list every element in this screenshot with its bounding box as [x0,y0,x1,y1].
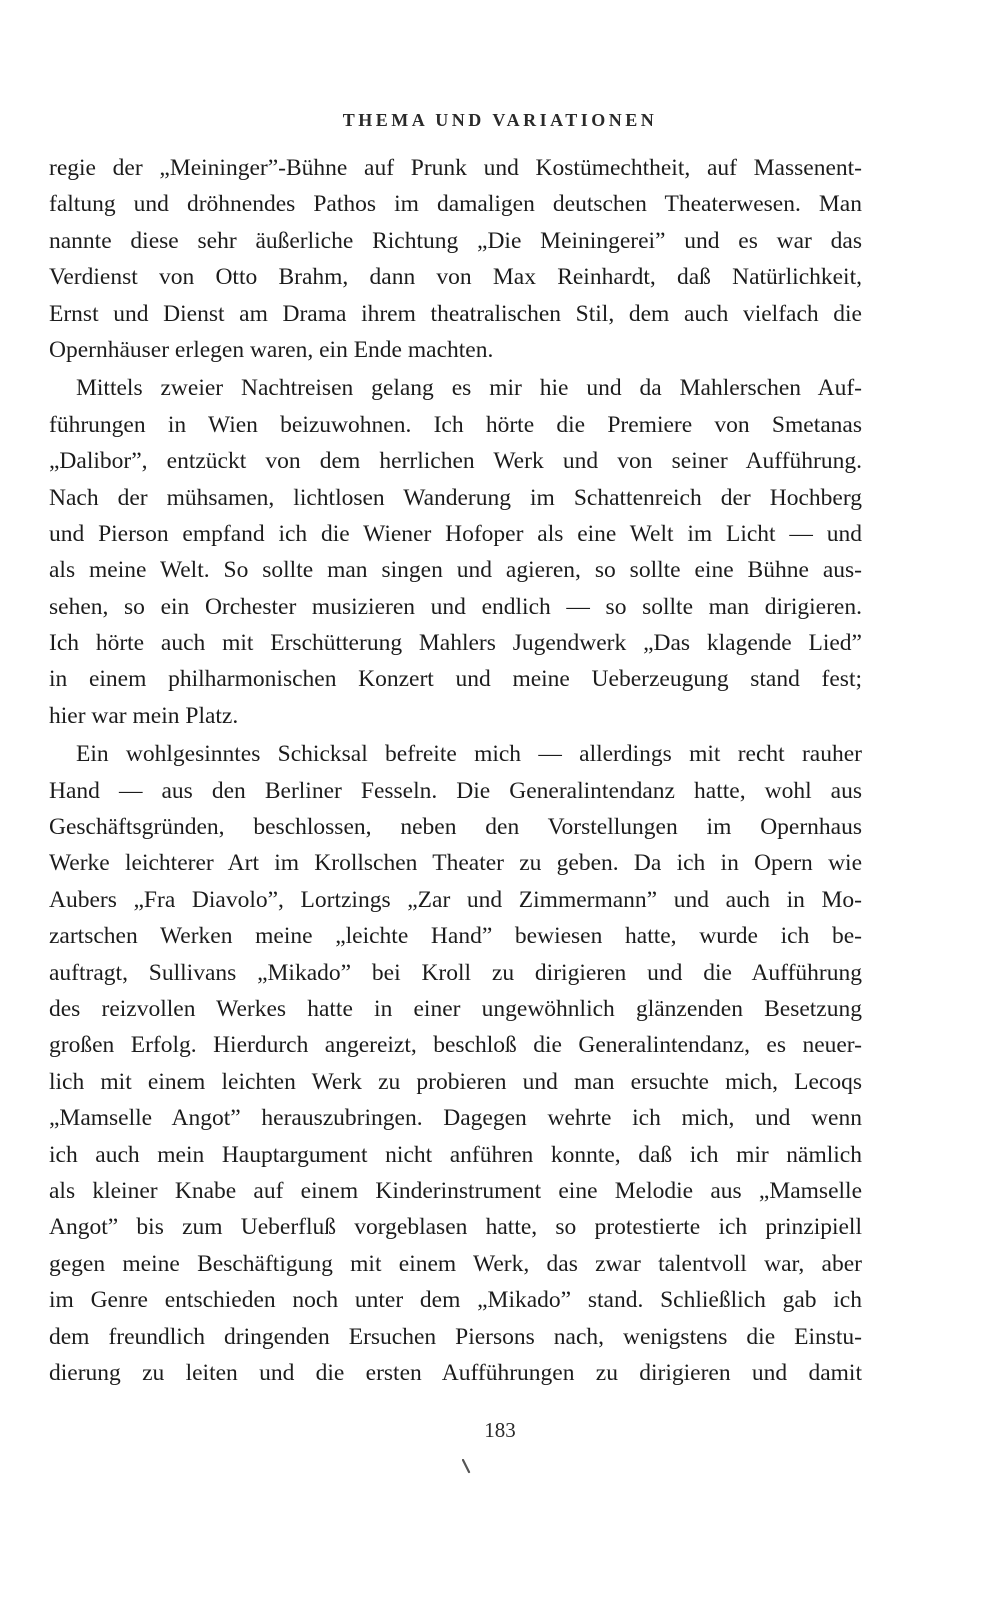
text-line: dierung zu leiten und die ersten Aufführungen zu dirigieren und damit [49,1359,862,1386]
text-line: als kleiner Knabe auf einem Kinderinstrument eine Melodie aus „Mamselle [49,1177,862,1204]
text-line: führungen in Wien beizuwohnen. Ich hörte die Premiere von Smetanas [49,411,862,438]
text-line: Nach der mühsamen, lichtlosen Wanderung im Schattenreich der Hochberg [49,484,862,511]
text-line: Hand — aus den Berliner Fesseln. Die Generalintendanz hatte, wohl aus [49,777,862,804]
text-line: Verdienst von Otto Brahm, dann von Max Reinhardt, daß Natürlichkeit, [49,264,862,291]
ink-mark [462,1459,472,1475]
text-line: und Pierson empfand ich die Wiener Hofoper als eine Welt im Licht — und [49,520,862,547]
text-line: faltung und dröhnendes Pathos im damaligen deutschen Theaterwesen. Man [49,191,862,218]
paragraph-2 [49,370,862,734]
text-line: lich mit einem leichten Werk zu probieren und man ersuchte mich, Lecoqs [49,1068,862,1095]
paragraph-1 [49,150,862,368]
text-line: regie der „Meininger”-Bühne auf Prunk und Kostümechtheit, auf Massenent- [49,155,862,181]
text-line: Ernst und Dienst am Drama ihrem theatralischen Stil, dem auch vielfach die [49,300,862,327]
text-line: großen Erfolg. Hierdurch angereizt, beschloß die Generalintendanz, es neuer- [49,1032,862,1059]
text-line: des reizvollen Werkes hatte in einer ungewöhnlich glänzenden Besetzung [49,995,862,1022]
text-line: Ein wohlgesinntes Schicksal befreite mich — allerdings mit recht rauher [76,741,862,768]
text-line: zartschen Werken meine „leichte Hand” bewiesen hatte, wurde ich be- [49,923,862,950]
text-line: als meine Welt. So sollte man singen und agieren, so sollte eine Bühne aus- [49,557,862,584]
text-line: Mittels zweier Nachtreisen gelang es mir hie und da Mahlerschen Auf- [76,375,862,402]
body-text [49,150,862,1393]
text-line: Aubers „Fra Diavolo”, Lortzings „Zar und Zimmermann” und auch in Mo- [49,886,862,913]
text-line: sehen, so ein Orchester musizieren und endlich — so sollte man dirigieren. [49,593,862,620]
text-line: „Mamselle Angot” herauszubringen. Dagegen wehrte ich mich, und wenn [49,1105,862,1132]
text-line: ich auch mein Hauptargument nicht anführen konnte, daß ich mir nämlich [49,1141,862,1168]
text-line: gegen meine Beschäftigung mit einem Werk, das zwar talentvoll war, aber [49,1250,862,1277]
running-head: THEMA UND VARIATIONEN [342,110,658,130]
text-line: „Dalibor”, entzückt von dem herrlichen Werk und von seiner Aufführung. [49,448,862,475]
text-line: Ich hörte auch mit Erschütterung Mahlers Jugendwerk „Das klagende Lied” [49,630,862,657]
text-line: in einem philharmonischen Konzert und meine Ueberzeugung stand fest; [49,666,862,693]
text-line: auftragt, Sullivans „Mikado” bei Kroll zu dirigieren und die Aufführung [49,959,862,986]
page-number: 183 [484,1418,516,1442]
text-line: dem freundlich dringenden Ersuchen Piersons nach, wenigstens die Einstu- [49,1323,862,1350]
text-line: nannte diese sehr äußerliche Richtung „Die Meiningerei” und es war das [49,227,862,254]
text-line: Angot” bis zum Ueberfluß vorgeblasen hatte, so protestierte ich prinzipiell [49,1214,862,1241]
text-line: Geschäftsgründen, beschlossen, neben den Vorstellungen im Opernhaus [49,814,862,841]
paragraph-3 [49,736,862,1391]
text-line: hier war mein Platz. [49,702,239,729]
text-line: Opernhäuser erlegen waren, ein Ende machten. [49,336,494,363]
text-line: Werke leichterer Art im Krollschen Theater zu geben. Da ich in Opern wie [49,850,862,877]
text-line: im Genre entschieden noch unter dem „Mikado” stand. Schließlich gab ich [49,1287,862,1314]
